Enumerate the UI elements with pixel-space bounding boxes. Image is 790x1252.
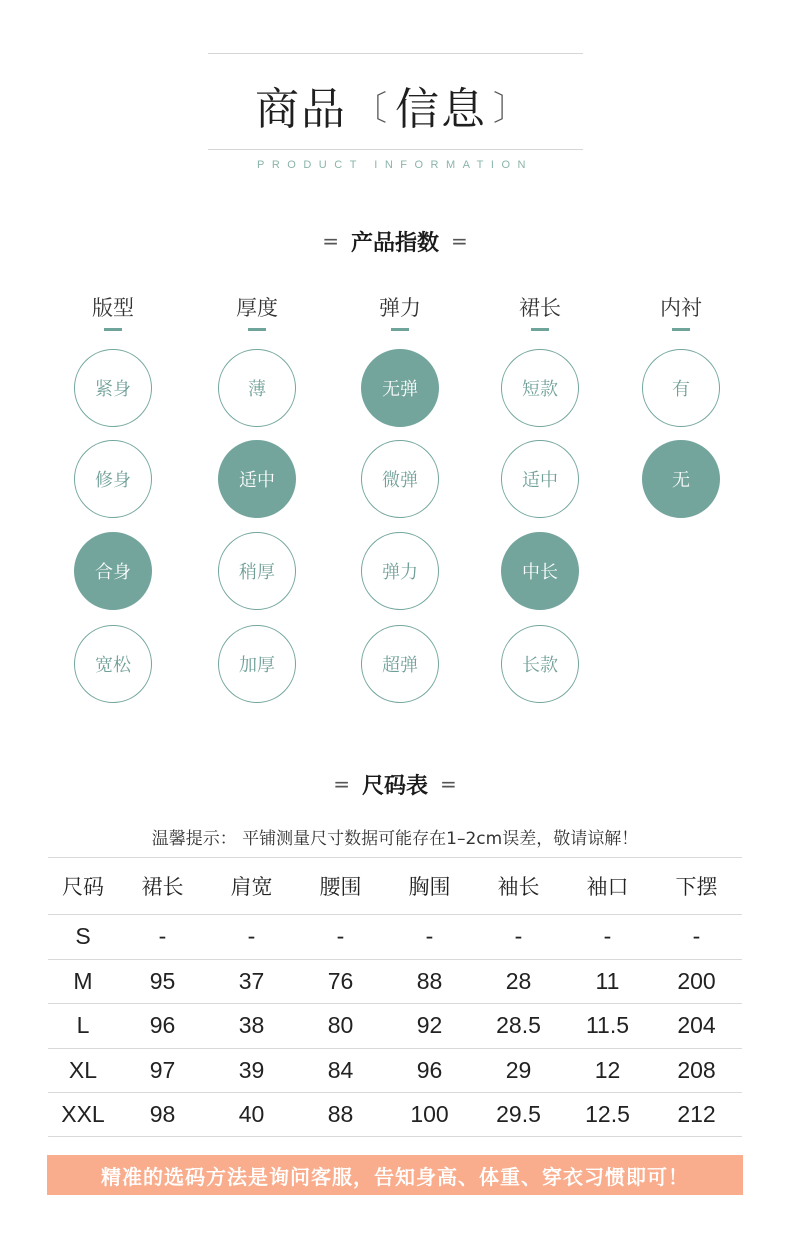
size-table-cell: 96	[416, 1056, 443, 1083]
size-table-header-cell: 袖口	[586, 875, 629, 899]
size-table-cell: 98	[149, 1100, 176, 1127]
index-option: 短款	[501, 349, 579, 427]
eq-left: =	[322, 229, 339, 253]
header-bottom-divider	[208, 149, 583, 150]
size-table-cell: -	[336, 923, 345, 950]
size-table-header-cell: 下摆	[675, 875, 718, 899]
title-right: 信息	[395, 84, 487, 135]
size-table-cell: 11	[595, 967, 620, 994]
size-table-cell: 84	[327, 1056, 354, 1083]
index-column-underline	[672, 328, 690, 331]
size-table-cell: 39	[238, 1056, 265, 1083]
eq-right: =	[451, 229, 468, 253]
size-table-cell: 29	[505, 1056, 532, 1083]
size-table-cell: 37	[238, 967, 265, 994]
page-subtitle: PRODUCT INFORMATION	[257, 159, 533, 171]
index-column-label: 版型	[92, 296, 134, 320]
size-table-cell: 96	[149, 1012, 176, 1039]
index-column-label: 裙长	[519, 296, 561, 320]
index-option: 加厚	[218, 625, 296, 703]
index-option: 修身	[74, 440, 152, 518]
index-option: 紧身	[74, 349, 152, 427]
index-option: 薄	[218, 349, 296, 427]
size-table-row	[48, 1003, 742, 1048]
size-table-row	[48, 914, 742, 959]
index-option-selected: 中长	[501, 532, 579, 610]
size-table-cell: -	[247, 923, 256, 950]
index-option: 适中	[501, 440, 579, 518]
size-table-header-cell: 尺码	[62, 875, 104, 899]
size-table-cell: 12	[594, 1056, 621, 1083]
index-option-selected: 合身	[74, 532, 152, 610]
size-table-row	[48, 1092, 742, 1137]
size-table-header-cell: 腰围	[319, 875, 362, 899]
size-table-cell: -	[514, 923, 523, 950]
size-table-header-cell: 袖长	[497, 875, 540, 899]
index-option-selected: 无	[642, 440, 720, 518]
size-table-cell: 97	[149, 1056, 176, 1083]
size-table-cell: 76	[327, 967, 354, 994]
size-table-cell: M	[73, 967, 93, 994]
size-table-cell: S	[75, 923, 91, 950]
index-title-text: 产品指数	[350, 230, 439, 256]
index-option: 稍厚	[218, 532, 296, 610]
size-table-header-cell: 裙长	[141, 875, 184, 899]
index-column-underline	[104, 328, 122, 331]
index-column-label: 厚度	[236, 296, 278, 320]
size-table-cell: 29.5	[496, 1100, 541, 1127]
title-left: 商品	[255, 84, 347, 135]
size-table-cell: -	[603, 923, 612, 950]
index-column-underline	[248, 328, 266, 331]
size-table-header-row	[48, 857, 742, 914]
index-column-label: 弹力	[379, 296, 421, 320]
size-table-row	[48, 959, 742, 1004]
measurement-tip: 温馨提示： 平铺测量尺寸数据可能存在1–2cm误差，敬请谅解！	[151, 829, 639, 849]
size-table-cell: 28.5	[496, 1012, 541, 1039]
size-table-cell: 212	[677, 1100, 716, 1127]
size-table-cell: -	[425, 923, 434, 950]
size-table-cell: 80	[327, 1012, 354, 1039]
size-table-cell: 28	[505, 967, 532, 994]
index-section-title	[0, 225, 790, 257]
size-table-header-cell: 胸围	[408, 875, 451, 899]
index-option: 长款	[501, 625, 579, 703]
eq-left: =	[333, 772, 350, 796]
size-table	[48, 857, 742, 1137]
bracket-close: 〕	[493, 88, 529, 129]
size-advice-banner: 精准的选码方法是询问客服，告知身高、体重、穿衣习惯即可！	[47, 1155, 743, 1195]
index-option: 微弹	[361, 440, 439, 518]
size-table-row	[48, 1048, 742, 1093]
index-option: 有	[642, 349, 720, 427]
index-option: 超弹	[361, 625, 439, 703]
index-column-underline	[391, 328, 409, 331]
size-table-cell: -	[692, 923, 701, 950]
index-option-selected: 适中	[218, 440, 296, 518]
size-table-cell: 100	[410, 1100, 449, 1127]
size-table-cell: 95	[149, 967, 176, 994]
size-table-cell: L	[76, 1012, 90, 1039]
size-table-cell: 88	[327, 1100, 354, 1127]
page-title	[0, 70, 790, 140]
index-option: 宽松	[74, 625, 152, 703]
index-option-selected: 无弹	[361, 349, 439, 427]
size-table-cell: 92	[416, 1012, 443, 1039]
size-table-cell: 38	[238, 1012, 265, 1039]
size-table-cell: XL	[68, 1056, 98, 1083]
size-table-cell: XXL	[61, 1100, 105, 1127]
index-column-underline	[531, 328, 549, 331]
size-title-text: 尺码表	[361, 773, 428, 799]
size-table-cell: 11.5	[585, 1012, 630, 1039]
size-table-cell: 208	[677, 1056, 716, 1083]
index-option: 弹力	[361, 532, 439, 610]
bracket-open: 〔	[353, 88, 389, 129]
size-table-cell: 200	[677, 967, 716, 994]
size-table-cell: 12.5	[585, 1100, 630, 1127]
size-table-cell: 88	[416, 967, 443, 994]
index-column-label: 内衬	[660, 296, 702, 320]
size-section-title	[0, 768, 790, 800]
header-top-divider	[208, 53, 583, 54]
size-table-cell: 204	[677, 1012, 716, 1039]
size-table-cell: -	[158, 923, 167, 950]
size-table-cell: 40	[238, 1100, 265, 1127]
eq-right: =	[440, 772, 457, 796]
size-table-header-cell: 肩宽	[230, 875, 273, 899]
